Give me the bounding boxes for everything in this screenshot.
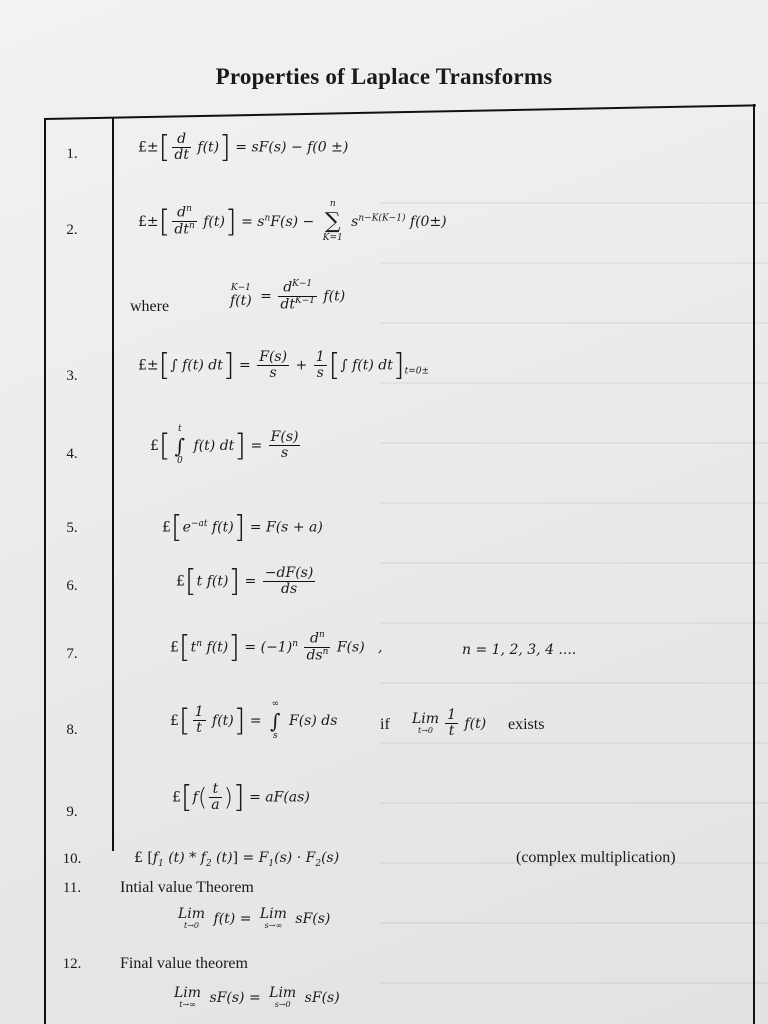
formula-2: £±[ $\frac{d^n}{dt^n}$ $f(t)] = s^nF(s)$ − n ∑ K=1 $s^{n-K(K-1)}$ f(0±) [138, 199, 447, 244]
formula-3: £±[∫ f(t) dt] = $\frac{F(s)}{s}$ + $\frac{1}{s}$ [∫ f(t) $dt]_{t=0\pm}$ [138, 348, 430, 383]
formula-8-exists: exists [508, 716, 545, 733]
row-number-6: 6. [66, 578, 78, 594]
table-right-border [753, 104, 755, 1024]
table-top-border [44, 104, 756, 120]
row-number-8: 8. [66, 722, 78, 738]
row-number-12: 12. [62, 956, 82, 972]
table-column-divider [112, 117, 114, 851]
formula-10: £ [$f_1$ $(t) * f_2$ $(t)] = F_1(s) \cdot F_2(s)$ [134, 850, 340, 869]
formula-8-if: if [380, 716, 390, 733]
formula-2-where: K−1 f(t) = $\frac{d^{K-1}}{dt^{K-1}}$ f(t) [230, 279, 346, 313]
row-number-4: 4. [66, 446, 78, 462]
initial-value-theorem-heading: Intial value Theorem [120, 879, 254, 896]
final-value-theorem-heading: Final value theorem [120, 955, 248, 972]
formula-6: £[t f(t)] = $\frac{-dF(s)}{ds}$ [176, 564, 314, 599]
row-number-1: 1. [66, 146, 78, 162]
where-label: where [130, 298, 170, 315]
formula-8-limit: Lim t→0 $\frac{1}{t}$ f(t) [412, 707, 487, 740]
row-number-2: 2. [66, 222, 78, 238]
formula-12: Lim t→∞ sF(s) = Lim s→0 sF(s) [174, 985, 340, 1010]
formula-8: £[ $\frac{1}{t}$ f(t)] = ∞ ∫ s F(s) ds [170, 699, 338, 741]
formula-10-note: (complex multiplication) [516, 849, 676, 866]
formula-7: $£[t^n$ $f(t)] = (-1)^n$ $\frac{d^n}{ds^n}$ F(s) , [170, 629, 396, 665]
row-number-10: 10. [62, 851, 82, 867]
bleed-through-text [380, 180, 768, 1020]
row-number-9: 9. [66, 804, 78, 820]
row-number-3: 3. [66, 368, 78, 384]
formula-5: $£[e^{-at}$ f(t)] = F(s + a) [162, 510, 323, 545]
formula-9: £[f( $\frac{t}{a}$ )] = aF(as) [172, 780, 310, 815]
formula-7-n-values: n = 1, 2, 3, 4 .... [462, 642, 577, 658]
formula-4: £[ t ∫ 0 f(t) dt] = $\frac{F(s)}{s}$ [150, 424, 299, 466]
row-number-5: 5. [66, 520, 78, 536]
table-left-border [44, 119, 46, 1024]
row-number-7: 7. [66, 646, 78, 662]
page-title: Properties of Laplace Transforms [215, 64, 553, 89]
formula-11: Lim t→0 f(t) = Lim s→∞ sF(s) [178, 906, 331, 931]
formula-1: £±[ $\frac{d}{dt}$ f(t)] = sF(s) − f(0 ±) [138, 130, 349, 165]
row-number-11: 11. [62, 880, 82, 896]
